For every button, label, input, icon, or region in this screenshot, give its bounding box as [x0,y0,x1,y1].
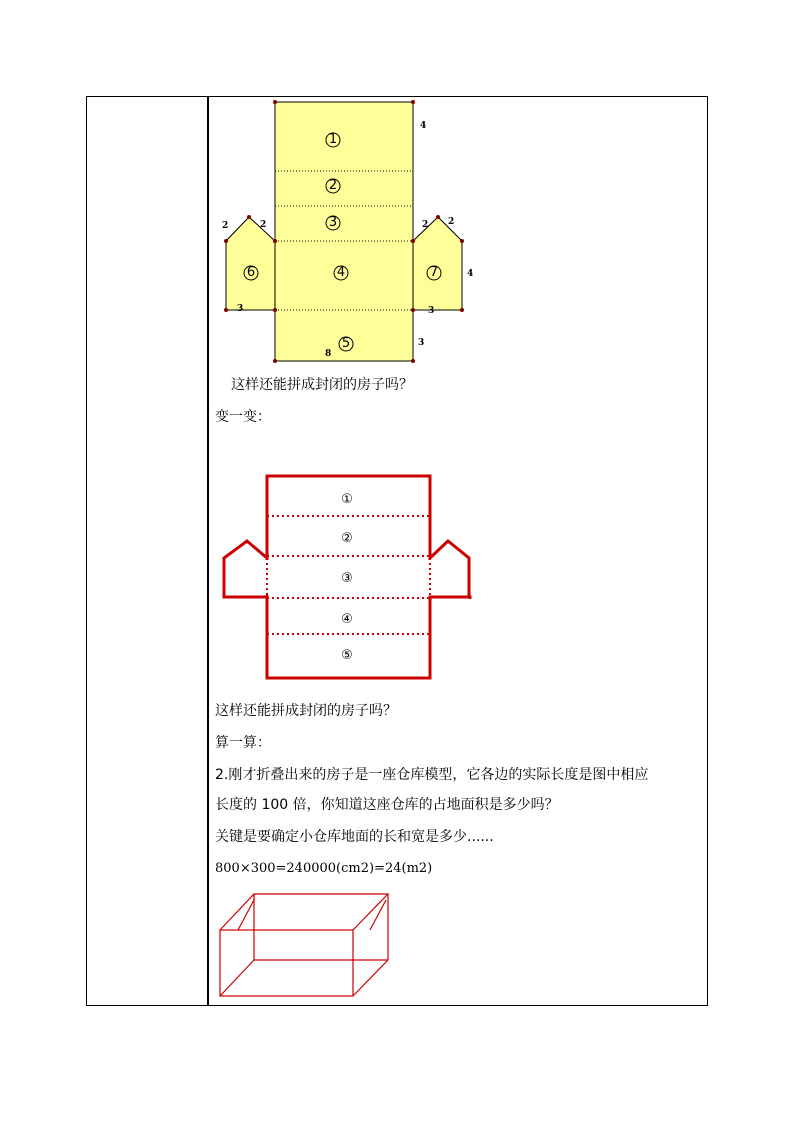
problem-line-2: 长度的 100 倍，你知道这座仓库的占地面积是多少吗？ [215,797,559,813]
house-net-diagram [220,96,480,366]
red-net-diagram [220,472,475,684]
question-1: 这样还能拼成封闭的房子吗？ [231,377,413,393]
dim-right-side: 4 [467,269,474,279]
net2-outline [267,597,470,678]
net2-face-1: ① [341,492,353,507]
question-2: 这样还能拼成封闭的房子吗？ [215,703,397,719]
net2-face-3: ③ [341,571,353,586]
dim-bottom: 8 [325,349,332,359]
net-right-gable [413,217,462,310]
net2-face-5: ⑤ [341,648,353,663]
dim-left-bottom: 3 [237,304,244,314]
dim-right-roof-a: 2 [422,220,429,230]
dim-left-roof-b: 2 [260,220,267,230]
dim-left-roof-a: 2 [222,221,229,231]
net2-face-2: ② [341,531,353,546]
face-label-1: 1 [328,132,338,147]
box-front-face [220,930,353,996]
area-formula: 800×300=240000(cm2)=24(m2) [215,861,433,876]
net-left-gable [226,217,275,310]
warehouse-box-diagram [218,890,392,1000]
dim-right-roof-b: 2 [448,217,455,227]
column-divider [207,97,209,1005]
heading-change: 变一变： [215,409,271,425]
dim-bottom-right: 3 [418,338,425,348]
face-label-4: 4 [336,265,346,280]
face-label-7: 7 [429,265,439,280]
heading-calc: 算一算： [215,735,271,751]
face-label-5: 5 [341,336,351,351]
net2-face-4: ④ [341,612,353,627]
dim-top-right: 4 [420,121,427,131]
hint-text: 关键是要确定小仓库地面的长和宽是多少...... [215,829,494,845]
face-label-3: 3 [328,215,338,230]
face-label-2: 2 [328,178,338,193]
problem-line-1: 2.刚才折叠出来的房子是一座仓库模型，它各边的实际长度是图中相应 [215,767,649,783]
dim-right-bottom: 3 [428,306,435,316]
net-center-strip [275,102,413,361]
face-label-6: 6 [246,265,256,280]
